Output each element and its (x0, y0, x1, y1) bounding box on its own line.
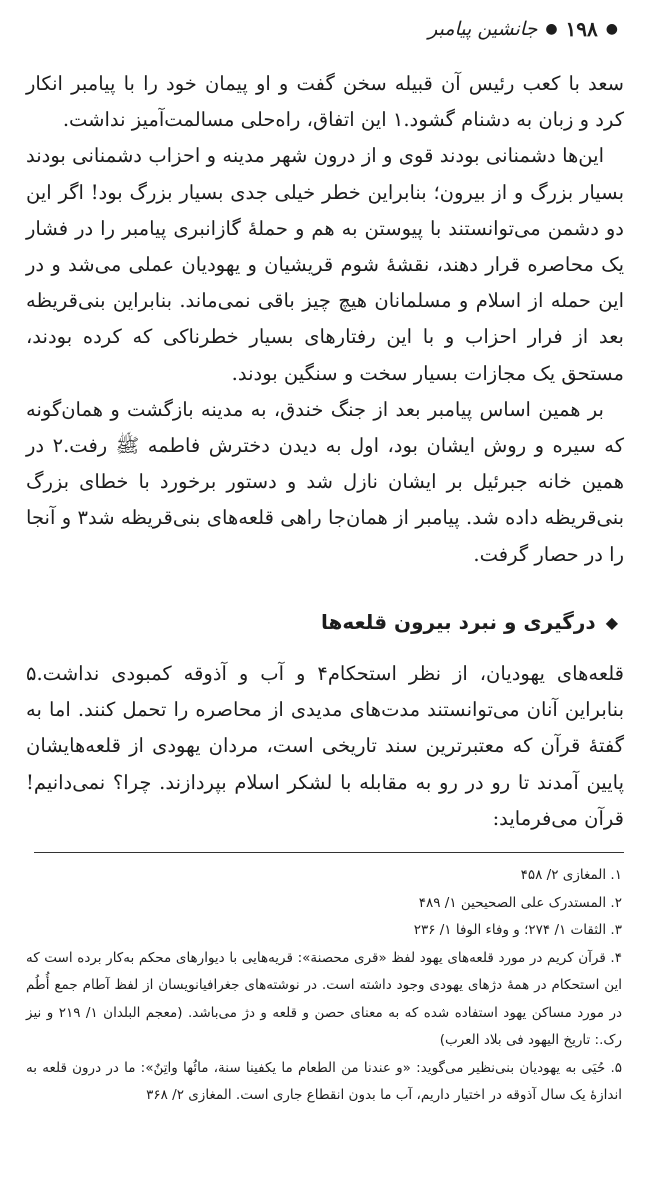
footnote: ۴. قرآن کریم در مورد قلعه‌های یهود لفظ «قری محصنة»: قریه‌هایی با دیوارهای محکم به‌کار برده است که این استحکام در همهٔ دژهای یهودی وجود داشته است. در نوشته‌های جغرافیانویسان از لفظ آطام جمع أُطُم در مورد مساکن یهود استفاده شده که به معنای حصن و قلعه و دژ می‌باشد. (معجم البلدان ۱/ ۲۱۹ و نیز رک.: تاریخ الیهود فی بلاد العرب) (26, 949, 622, 1048)
bullet-icon: ● (545, 21, 558, 37)
footnote-divider (34, 852, 624, 853)
section-text (26, 656, 624, 837)
page-number: ۱۹۸ (565, 17, 598, 41)
footnote: ۳. الثقات ۱/ ۲۷۴؛ و وفاء الوفا ۱/ ۲۳۶ (413, 922, 622, 938)
footnotes (26, 862, 622, 1110)
section-heading (40, 610, 618, 634)
page-header (40, 14, 618, 44)
paragraph: این‌ها دشمنانی بودند قوی و از درون شهر مدینه و احزاب دشمنانی بودند بسیار بزرگ و از بیرون؛ بنابراین خطر خیلی جدی بسیار بزرگ بود! اگر این دو دشمن می‌توانستند با پیوستن به هم و حملهٔ گازانبری پیامبر را در فشار یک محاصره قرار دهند، نقشهٔ شوم قریشیان و یهودیان عملی می‌شد و در این حمله از اسلام و مسلمانان هیچ چیز باقی نمی‌ماند. بنابراین بنی‌قریظه بعد از فرار احزاب و با این رفتارهای بسیار خطرناکی که کرده بودند، مستحق یک مجازات بسیار سخت و سنگین بودند. (26, 144, 624, 385)
running-title: جانشین پیامبر (428, 18, 538, 40)
bullet-icon: ● (605, 21, 618, 37)
footnote: ۲. المستدرک علی الصحیحین ۱/ ۴۸۹ (418, 894, 622, 911)
diamond-icon: ◆ (605, 612, 618, 632)
paragraph: بر همین اساس پیامبر بعد از جنگ خندق، به مدینه بازگشت و همان‌گونه که سیره و روش ایشان بود، اول به دیدن دخترش فاطمه ﷺ رفت.۲ در همین خانه جبرئیل بر ایشان نازل شد و دستور برخورد با خطای بزرگ بنی‌قریظه داده شد. پیامبر از همان‌جا راهی قلعه‌های بنی‌قریظه شد۳ و آنجا را در حصار گرفت. (26, 397, 625, 566)
paragraph: سعد با کعب رئیس آن قبیله سخن گفت و او پیمان خود را با پیامبر انکار کرد و زبان به دشنام گشود.۱ این اتفاق، راه‌حلی مسالمت‌آمیز نداشت. (26, 72, 624, 132)
section-heading-text: درگیری و نبرد بیرون قلعه‌ها (321, 610, 596, 634)
footnote: ۵. حُیَی به یهودیان بنی‌نظیر می‌گوید: «و عندنا من الطعام ما یکفینا سنة، مائُها واتِنٌ»: ما در درون قلعه به اندازهٔ یک سال آذوقه در اختیار داریم، آب ما بدون انقطاع جاری است. المغازی ۲/ ۳۶۸ (26, 1059, 622, 1103)
main-text (26, 66, 624, 573)
paragraph: قلعه‌های یهودیان، از نظر استحکام۴ و آب و آذوقه کمبودی نداشت.۵ بنابراین آنان می‌توانستند مدت‌های مدیدی از محاصره را تحمل کنند. اما به گفتهٔ قرآن که معتبرترین سند تاریخی است، مردان یهودی از قلعه‌هایشان پایین آمدند تا رو در رو به مقابله با لشکر اسلام بپردازند. چرا؟ نمی‌دانیم! قرآن می‌فرماید: (26, 662, 625, 830)
footnote: ۱. المغازی ۲/ ۴۵۸ (520, 867, 622, 883)
